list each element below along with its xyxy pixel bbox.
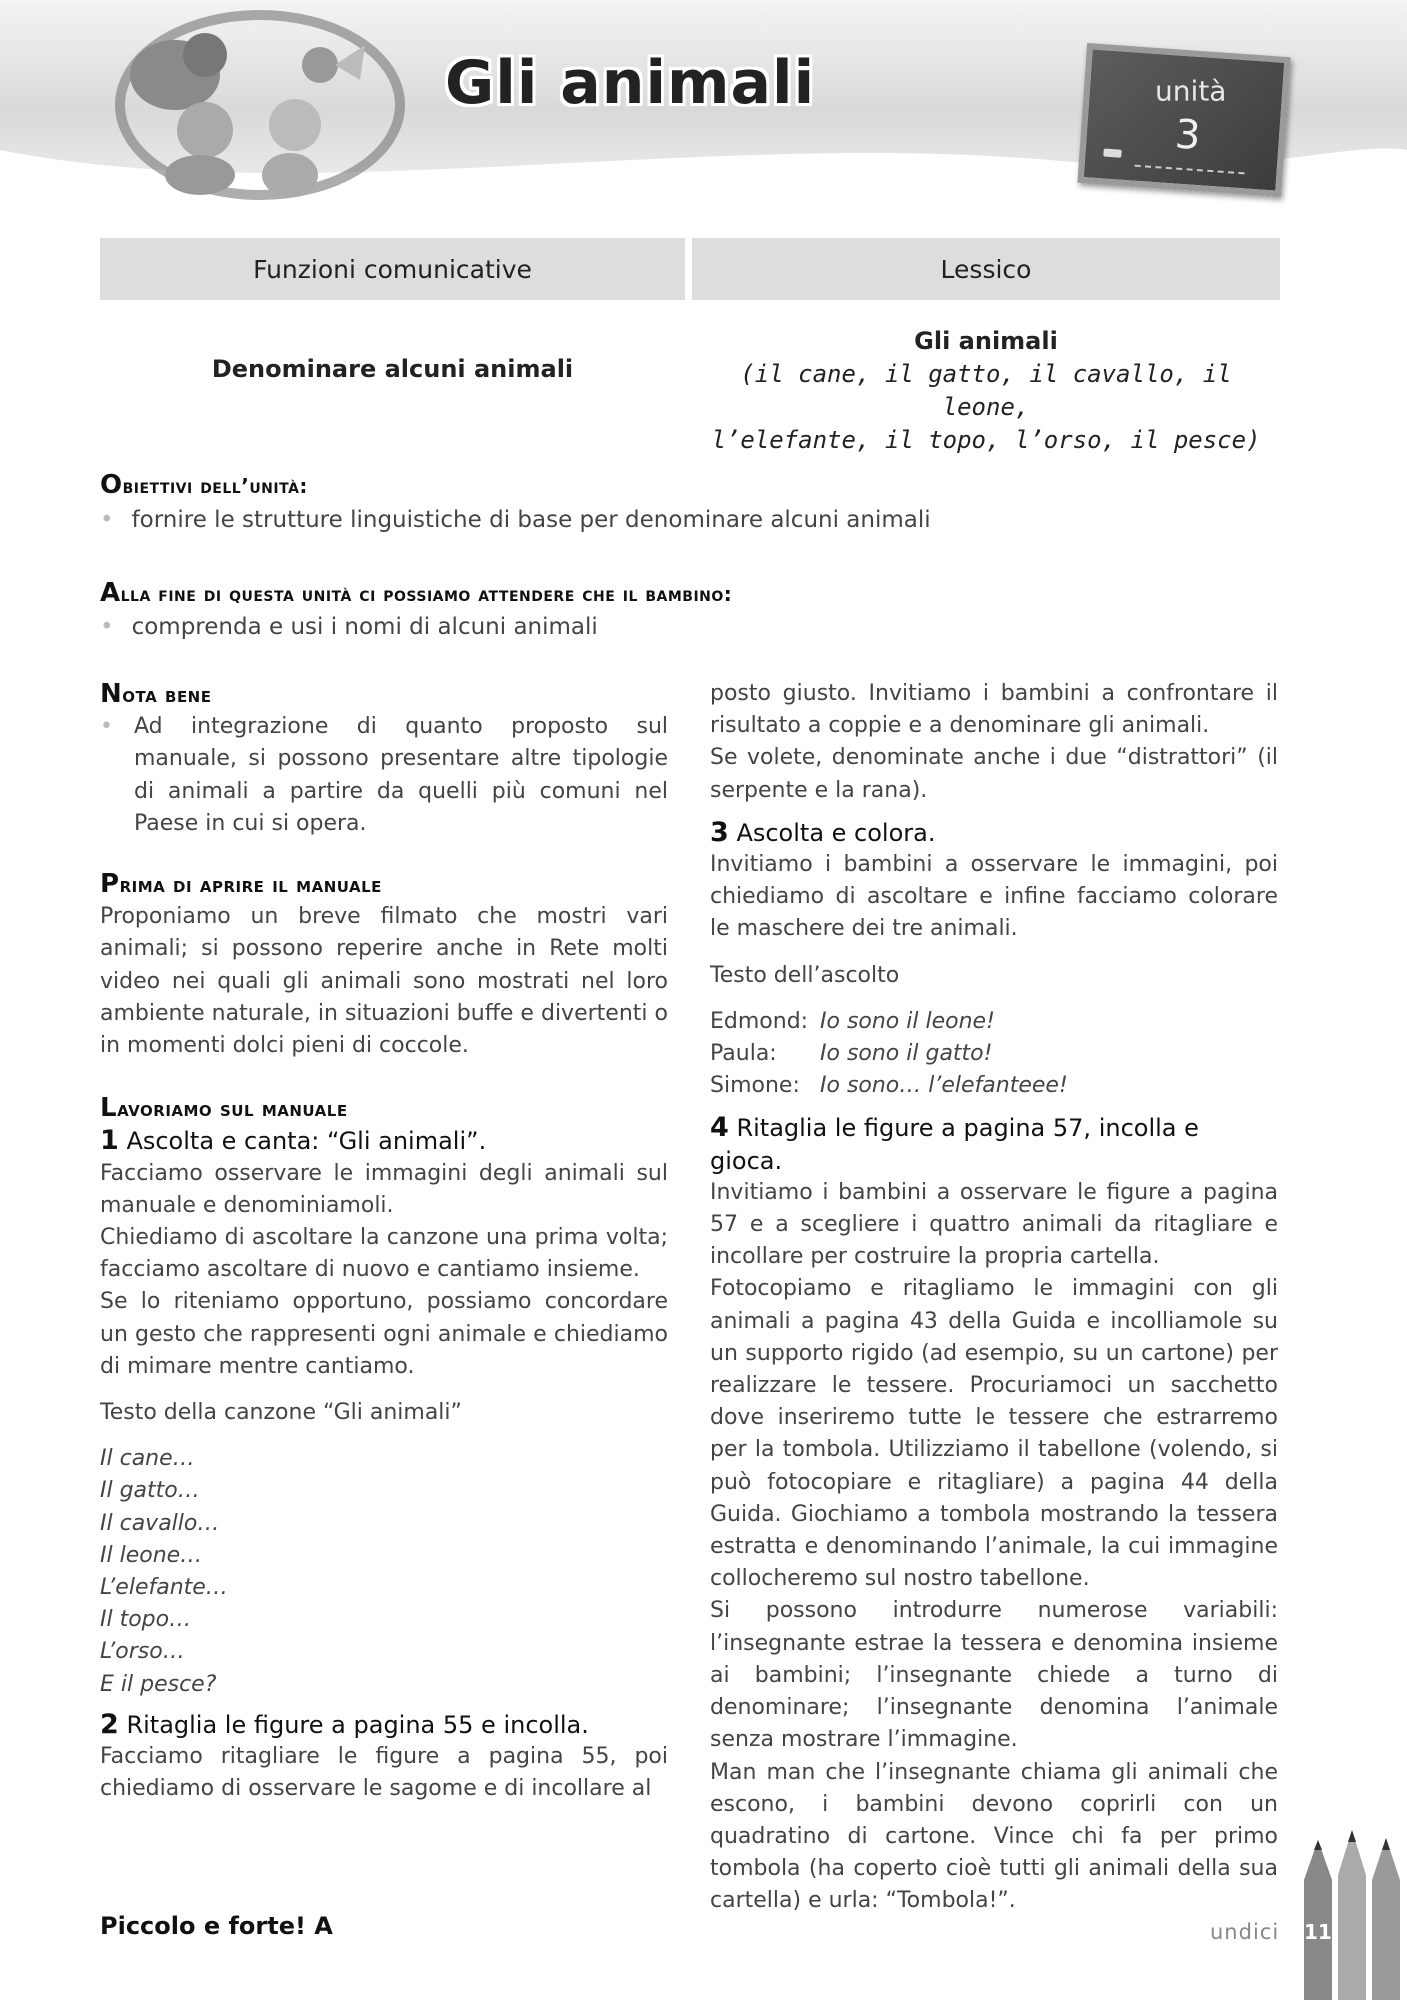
exercise-4-title: 4 Ritaglia le figure a pagina 57, incolla e gioca. [710,1112,1199,1175]
exercise-1-p2: Chiediamo di ascoltare la canzone una prima volta; facciamo ascoltare di nuovo e cantiamo insieme. [100,1225,668,1283]
pencils-icon [1296,1820,1407,2000]
page-word: undici [1210,1920,1280,1944]
song-line: Il gatto… [100,1478,200,1504]
exercise-3-title: 3 Ascolta e colora. [710,816,936,848]
listen-label: Testo dell’ascolto [710,962,900,988]
nota-heading: Nota bene [100,679,212,709]
exercise-4-p2: Fotocopiamo e ritagliamo le immagini con gli animali a pagina 43 della Guida e incolliamole su un supporto rigido (ad esempio, su un cartone) per realizzare le tessere. Procuriamoci un sacchetto dove inseriremo tutte le tessere che estrarremo per la tombola. Utilizziamo il tabellone (volendo, si può fotocopiare e ritagliare) a pagina 44 della Guida. Giochiamo a tombola mostrando la tessera estratta e denominando l’animale, la cui immagine collocheremo sul nostro tabellone. [710,1276,1278,1592]
chalk-line [1134,165,1244,178]
exercise-1-p1: Facciamo osservare le immagini degli animali sul manuale e denominiamoli. [100,1160,668,1218]
objectives-heading: Obiettivi dell’unità: [100,470,308,500]
chalk-piece [1103,148,1122,157]
exercise-1-title: 1 Ascolta e canta: “Gli animali”. [100,1125,487,1157]
left-column [100,678,668,1806]
unit-label: unità [1155,74,1227,108]
unit-number: 3 [1173,111,1202,160]
expectations-item: • comprenda e usi i nomi di alcuni animali [100,614,598,640]
exercise-3-p1: Invitiamo i bambini a osservare le immagini, poi chiediamo di ascoltare e infine facciamo colorare le maschere dei tre animali. [710,852,1278,942]
song-line: Il cane… [100,1446,195,1472]
page-title: Gli animali [445,48,816,118]
exercise-4-p4: Man man che l’insegnante chiama gli animali che escono, i bambini devono coprirli con un quadratino di cartone. Vince chi fa per primo tombola (ha coperto cioè tutti gli animali della sua cartella) e urla: “Tombola!”. [710,1759,1278,1914]
nota-item: • Ad integrazione di quanto proposto sul manuale, si possono presentare altre tipologie di animali a partire da quelli più comuni nel Paese in cui si opera. [100,714,668,836]
exercise-2-p1: Facciamo ritagliare le figure a pagina 55, poi chiediamo di osservare le sagome e di incollare al [100,1744,668,1802]
lexicon-list-line2: l’elefante, il topo, l’orso, il pesce) [711,426,1261,454]
song-label: Testo della canzone “Gli animali” [100,1400,462,1426]
animals-illustration [110,10,410,210]
exercise-4-p1: Invitiamo i bambini a osservare le figure a pagina 57 e a scegliere i quattro animali da ritagliare e incollare per costruire la propria cartella. [710,1179,1278,1270]
table-cell-functions: Denominare alcuni animali [211,355,574,383]
dialogue-line: Simone: Io sono… l’elefanteee! [710,1073,1068,1099]
song-line: Il leone… [100,1542,203,1568]
table-cell-lexicon [692,325,1280,457]
song-line: L’orso… [100,1639,185,1665]
page-number: 11 [1304,1920,1332,1944]
book-title: Piccolo e forte! A [100,1912,333,1940]
prima-heading: Prima di aprire il manuale [100,869,382,900]
exercise-4-p3: Si possono introdurre numerose variabili: l’insegnante estrae la tessera e denomina insieme ai bambini; l’insegnante chiede a turno di denominare; l’insegnante denomina l’animale senza mostrare l’immagine. [710,1598,1278,1753]
right-column [710,678,1278,1918]
right-cont-p2: Se volete, denominate anche i due “distrattori” (il serpente e la rana). [710,745,1278,803]
dialogue-line: Edmond: Io sono il leone! [710,1008,995,1034]
objectives-item: • fornire le strutture linguistiche di base per denominare alcuni animali [100,507,931,533]
exercise-2-title: 2 Ritaglia le figure a pagina 55 e incolla. [100,1708,589,1740]
song-line: Il topo… [100,1607,192,1633]
unit-badge [1077,43,1290,197]
song-line: Il cavallo… [100,1510,220,1536]
dialogue-line: Paula: Io sono il gatto! [710,1041,993,1067]
exercise-1-p3: Se lo riteniamo opportuno, possiamo concordare un gesto che rappresenti ogni animale e chiediamo di mimare mentre cantiamo. [100,1289,668,1379]
table-header-lexicon: Lessico [692,238,1280,300]
lexicon-title: Gli animali [914,327,1058,355]
song-line: E il pesce? [100,1671,217,1697]
right-cont-p1: posto giusto. Invitiamo i bambini a confrontare il risultato a coppie e a denominare gli animali. [710,681,1278,739]
table-header-functions: Funzioni comunicative [100,238,685,300]
lavoriamo-heading: Lavoriamo sul manuale [100,1093,348,1124]
song-line: L’elefante… [100,1575,228,1601]
lexicon-list-line1: (il cane, il gatto, il cavallo, il leone, [740,360,1232,421]
expectations-heading: Alla fine di questa unità ci possiamo attendere che il bambino: [100,578,733,608]
prima-text: Proponiamo un breve filmato che mostri vari animali; si possono reperire anche in Rete molti video nei quali gli animali sono mostrati nel loro ambiente naturale, in situazioni buffe e divertenti o in momenti dolci pieni di coccole. [100,904,668,1059]
